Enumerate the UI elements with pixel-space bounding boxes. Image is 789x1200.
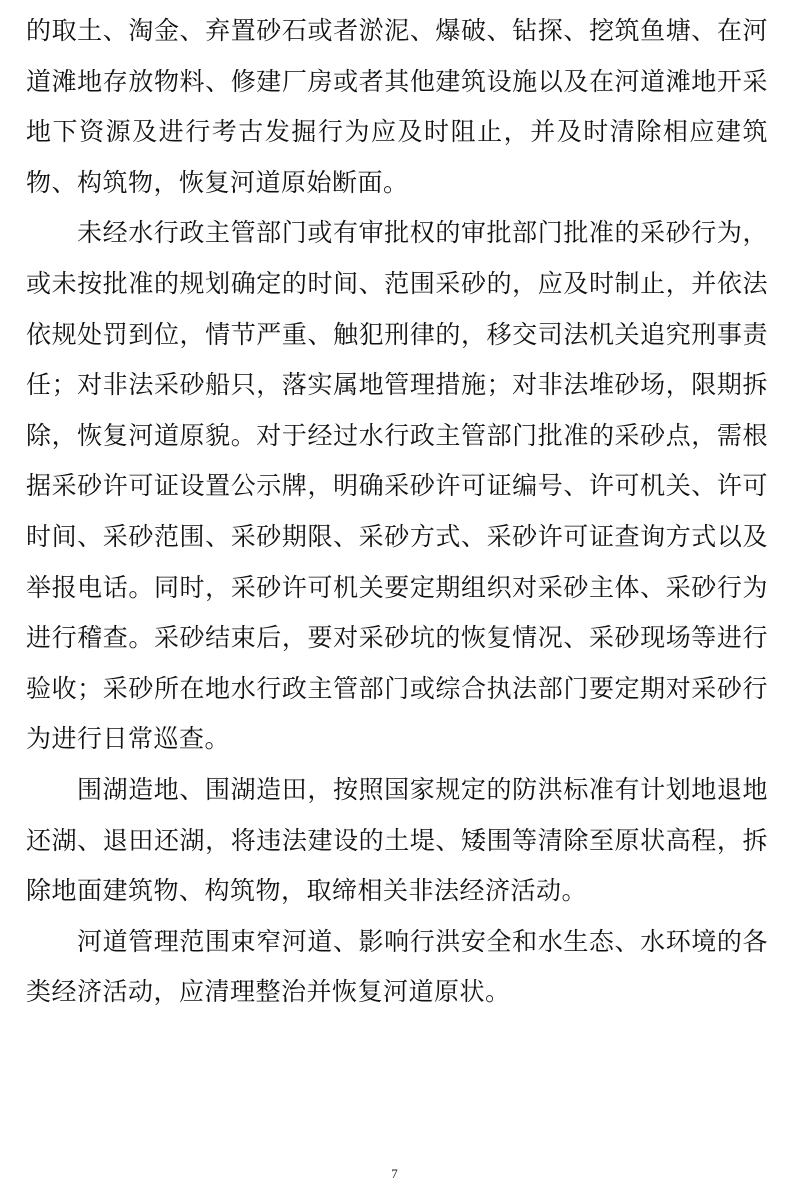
document-body bbox=[26, 6, 768, 1018]
page-number: 7 bbox=[391, 1166, 398, 1181]
paragraph-lake-reclamation: 围湖造地、围湖造田，按照国家规定的防洪标准有计划地退地还湖、退田还湖，将违法建设的土堤、矮围等清除至原状高程，拆除地面建筑物、构筑物，取缔相关非法经济活动。 bbox=[26, 774, 768, 906]
paragraph-river-narrowing: 河道管理范围束窄河道、影响行洪安全和水生态、水环境的各类经济活动，应清理整治并恢复河道原状。 bbox=[26, 926, 768, 1007]
paragraph-illegal-sand-mining: 未经水行政主管部门或有审批权的审批部门批准的采砂行为，或未按批准的规划确定的时间、范围采砂的，应及时制止，并依法依规处罚到位，情节严重、触犯刑律的，移交司法机关追究刑事责任；对非法采砂船只，落实属地管理措施；对非法堆砂场，限期拆除，恢复河道原貌。对于经过水行政主管部门批准的采砂点，需根据采砂许可证设置公示牌，明确采砂许可证编号、许可机关、许可时间、采砂范围、采砂期限、采砂方式、采砂许可证查询方式以及举报电话。同时，采砂许可机关要定期组织对采砂主体、采砂行为进行稽查。采砂结束后，要对采砂坑的恢复情况、采砂现场等进行验收；采砂所在地水行政主管部门或综合执法部门要定期对采砂行为进行日常巡查。 bbox=[26, 218, 768, 754]
paragraph-continuation: 的取土、淘金、弃置砂石或者淤泥、爆破、钻探、挖筑鱼塘、在河道滩地存放物料、修建厂房或者其他建筑设施以及在河道滩地开采地下资源及进行考古发掘行为应及时阻止，并及时清除相应建筑物、构筑物，恢复河道原始断面。 bbox=[26, 16, 768, 197]
